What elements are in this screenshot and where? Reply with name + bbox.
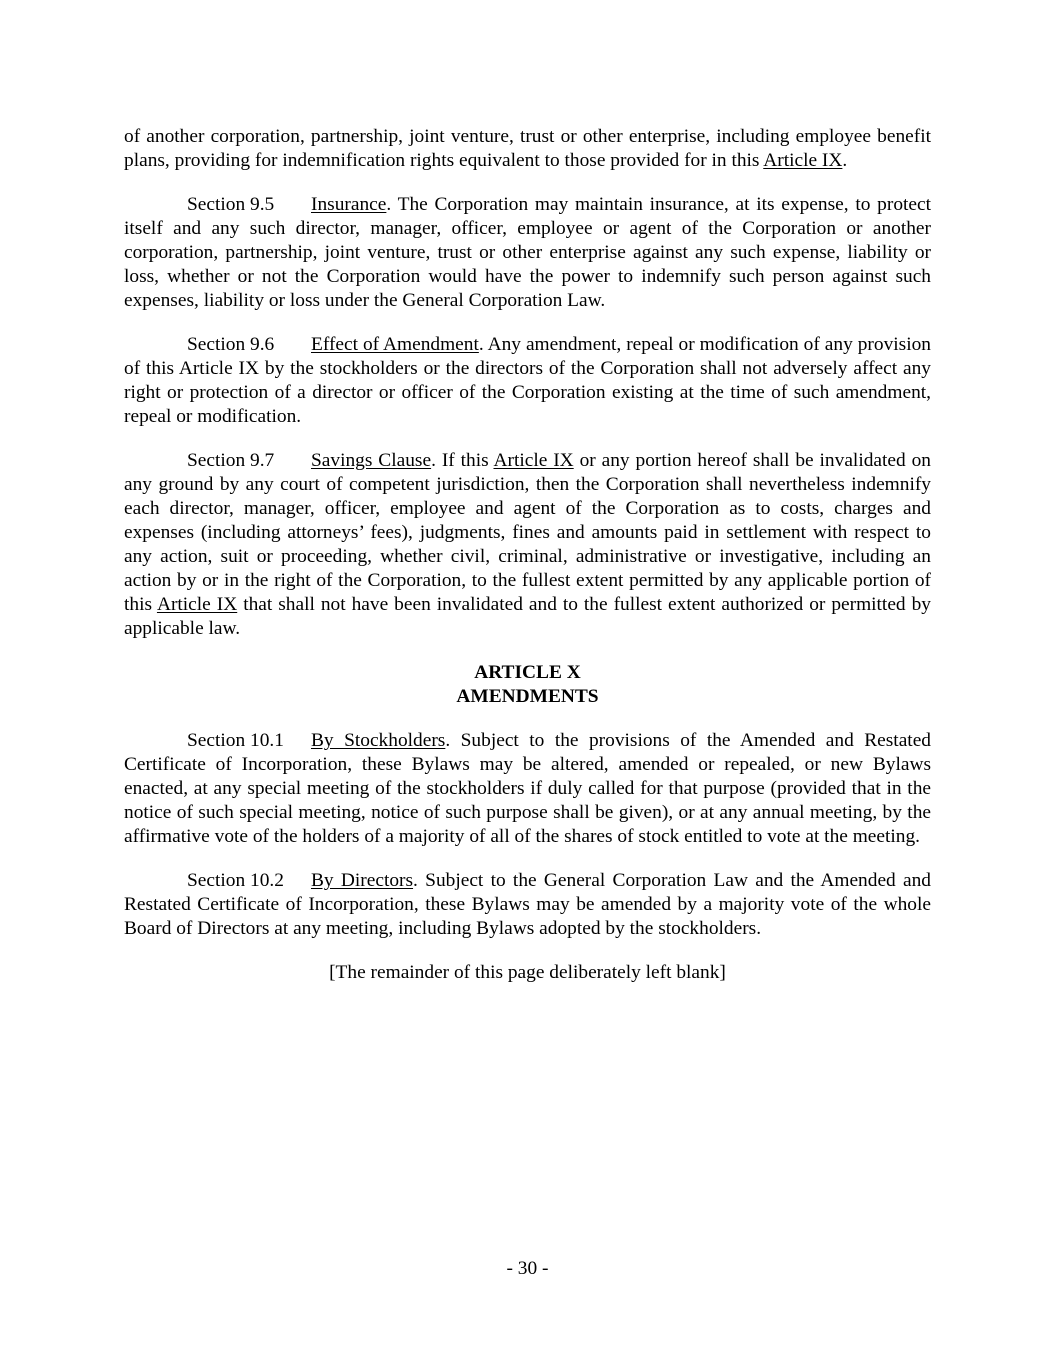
article-title: AMENDMENTS	[456, 686, 599, 707]
paragraph-text: of another corporation, partnership, joint venture, trust or other enterprise, including employee benefit plans, providing for indemnification rights equivalent to those provided for in this	[124, 126, 931, 171]
underlined-reference: Savings Clause	[311, 450, 432, 471]
page-number: - 30 -	[506, 1258, 549, 1279]
paragraph-text: .	[842, 150, 848, 171]
underlined-reference: Article IX	[763, 150, 843, 171]
underlined-reference: By Stockholders	[311, 730, 446, 751]
article-heading	[124, 661, 931, 709]
article-ix-sections	[124, 125, 931, 641]
underlined-reference: Insurance	[311, 194, 387, 215]
section-number: Section 9.5	[187, 194, 275, 215]
paragraph	[124, 333, 931, 429]
section-number: Section 9.7	[187, 450, 275, 471]
underlined-reference: By Directors	[311, 870, 414, 891]
section-number: Section 9.6	[187, 334, 275, 355]
document-page	[124, 125, 931, 1005]
underlined-reference: Article IX	[156, 594, 238, 615]
paragraph	[124, 193, 931, 313]
paragraph-text: . Any amendment, repeal or modification of any provision of this Article IX by the stockholders or the directors of the Corporation shall not adversely affect any right or protection of a director or officer of the Corporation existing at the time of such amendment, repeal or modification.	[124, 334, 931, 427]
paragraph	[124, 125, 931, 173]
paragraph-text: . If this	[431, 450, 494, 471]
blank-note: [The remainder of this page deliberately left blank]	[329, 962, 726, 983]
article-number: ARTICLE X	[474, 662, 581, 683]
paragraph-text: . Subject to the General Corporation Law and the Amended and Restated Certificate of Incorporation, these Bylaws may be amended by a majority vote of the whole Board of Directors at any meeting, including Bylaws adopted by the stockholders.	[124, 870, 932, 939]
paragraph-text: . The Corporation may maintain insurance, at its expense, to protect itself and any such director, manager, officer, employee or agent of the Corporation or another corporation, partnership, joint venture, trust or other enterprise against any such expense, liability or loss, whether or not the Corporation would have the power to indemnify such person against such expenses, liability or loss under the General Corporation Law.	[124, 194, 931, 311]
paragraph-text: or any portion hereof shall be invalidated on any ground by any court of competent jurisdiction, then the Corporation shall nevertheless indemnify each director, manager, officer, employee and agent of the Corporation as to costs, charges and expenses (including attorneys’ fees), judgments, fines and amounts paid in settlement with respect to any action, suit or proceeding, whether civil, criminal, administrative or investigative, including an action by or in the right of the Corporation, to the fullest extent permitted by any applicable portion of this	[124, 450, 931, 615]
paragraph	[124, 869, 931, 941]
underlined-reference: Effect of Amendment	[311, 334, 479, 355]
paragraph-text: . Subject to the provisions of the Amended and Restated Certificate of Incorporation, these Bylaws may be altered, amended or repealed, or new Bylaws enacted, at any special meeting of the stockholders if duly called for that purpose (provided that in the notice of such special meeting, notice of such purpose shall be given), or at any annual meeting, by the affirmative vote of the holders of a majority of all of the shares of stock entitled to vote at the meeting.	[124, 730, 931, 847]
section-number: Section 10.1	[187, 730, 284, 751]
paragraph	[124, 449, 931, 641]
paragraph	[124, 729, 931, 849]
paragraph-text: that shall not have been invalidated and to the fullest extent authorized or permitted by applicable law.	[124, 594, 931, 639]
article-x-sections	[124, 729, 931, 941]
underlined-reference: Article IX	[493, 450, 574, 471]
section-number: Section 10.2	[187, 870, 284, 891]
